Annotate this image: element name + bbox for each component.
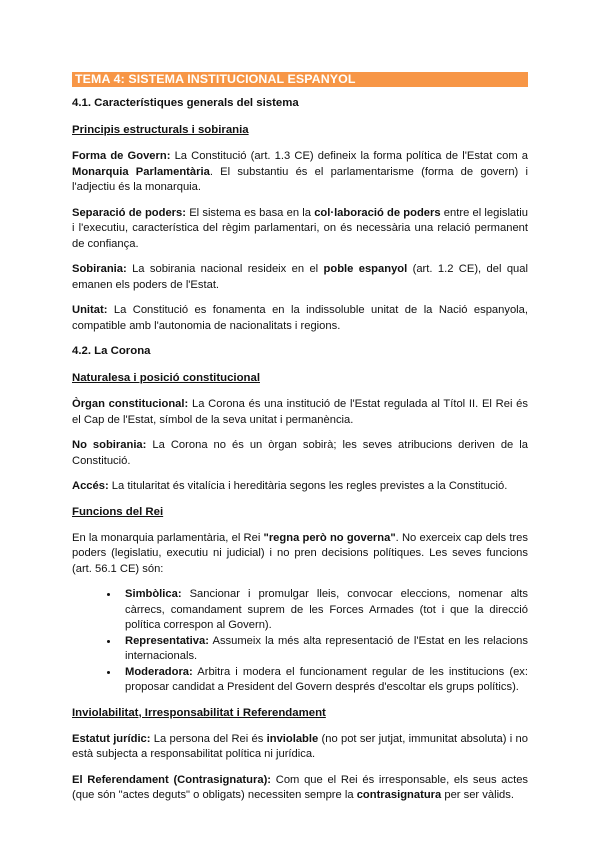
paragraph-acces: Accés: La titularitat és vitalícia i hereditària segons les regles previstes a la Constitució. xyxy=(72,480,508,492)
subsection-inviolabilitat: Inviolabilitat, Irresponsabilitat i Referendament xyxy=(72,706,326,719)
label-referendament: El Referendament (Contrasignatura): xyxy=(72,773,272,786)
paragraph-referendament: El Referendament (Contrasignatura): Com que el Rei és irresponsable, els seus actes (que són "actes deguts" o obligats) necessiten sempre la contrasignatura per ser vàlids. xyxy=(72,773,529,801)
paragraph-no-sobirania: No sobirania: La Corona no és un òrgan sobirà; les seves atribucions deriven de la Constitució. xyxy=(72,439,528,467)
paragraph-separacio-poders: Separació de poders: El sistema es basa en la col·laboració de poders entre el legislatiu i l'executiu, característica del règim parlamentari, on és necessària una relació permanent de confiança. xyxy=(72,206,528,250)
list-item: • Moderadora: Arbitra i modera el funcionament regular de les institucions (ex: proposar candidat a President del Govern després d'escoltar els grups polítics). xyxy=(119,665,528,696)
label-organ-constitucional: Òrgan constitucional: xyxy=(72,398,189,410)
paragraph-unitat: Unitat: La Constitució es fonamenta en la indissoluble unitat de la Nació espanyola, compatible amb l'autonomia de nacionalitats i regions. xyxy=(72,304,528,332)
list-item: • Representativa: Assumeix la més alta representació de l'Estat en les relacions internacionals. xyxy=(119,634,528,665)
paragraph-sobirania: Sobirania: La sobirania nacional resideix en el poble espanyol (art. 1.2 CE), del qual emanen els poders de l'Estat. xyxy=(72,263,528,291)
label-separacio-poders: Separació de poders: xyxy=(72,206,186,219)
label-sobirania: Sobirania: xyxy=(72,263,127,275)
paragraph-estatut-juridic: Estatut jurídic: La persona del Rei és inviolable (no pot ser jutjat, immunitat absoluta) i no està subjecta a responsabilitat política ni jurídica. xyxy=(72,732,528,760)
section-title-4-1: 4.1. Característiques generals del sistema xyxy=(72,97,299,109)
funcions-list xyxy=(72,587,528,696)
paragraph-funcions-intro: En la monarquia parlamentària, el Rei "regna però no governa". No exerceix cap dels tres poders (legislatiu, executiu ni judicial) i no pren decisions polítiques. Les seves funcions (art. 56.1 CE) són: xyxy=(72,531,528,575)
list-item: • Simbòlica: Sancionar i promulgar lleis, convocar eleccions, nomenar alts càrrecs, comandament suprem de les Forces Armades (tot i que la direcció política correspon al Govern). xyxy=(119,587,528,634)
chapter-banner: TEMA 4: SISTEMA INSTITUCIONAL ESPANYOL xyxy=(72,72,528,87)
label-estatut-juridic: Estatut jurídic: xyxy=(72,732,151,745)
label-forma-govern: Forma de Govern: xyxy=(72,150,171,162)
paragraph-forma-govern: Forma de Govern: La Constitució (art. 1.3 CE) defineix la forma política de l'Estat com a Monarquia Parlamentària. El substantiu és el parlamentarisme (forma de govern) i l'adjectiu és la monarquia. xyxy=(72,150,529,193)
label-no-sobirania: No sobirania: xyxy=(72,439,147,451)
subsection-principis: Principis estructurals i sobirania xyxy=(72,124,249,136)
label-acces: Accés: xyxy=(72,480,109,492)
subsection-funcions: Funcions del Rei xyxy=(72,505,164,518)
subsection-naturalesa: Naturalesa i posició constitucional xyxy=(72,372,260,384)
label-unitat: Unitat: xyxy=(72,304,108,316)
paragraph-organ-constitucional: Òrgan constitucional: La Corona és una institució de l'Estat regulada al Títol II. El Rei és el Cap de l'Estat, símbol de la seva unitat i permanència. xyxy=(72,398,528,426)
section-title-4-2: 4.2. La Corona xyxy=(72,345,151,357)
